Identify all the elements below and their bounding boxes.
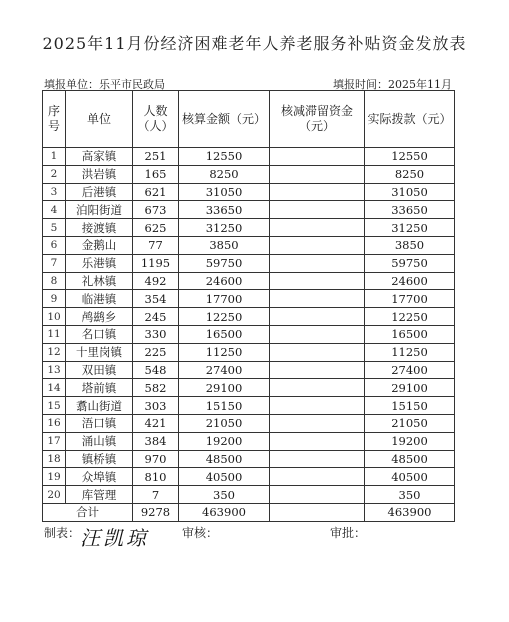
row-deducted [270,486,365,504]
row-actual: 29100 [365,379,455,397]
row-unit: 接渡镇 [66,219,133,237]
row-unit: 乐港镇 [66,254,133,272]
row-approved: 12250 [179,308,270,326]
row-approved: 48500 [179,450,270,468]
row-index: 9 [43,290,66,308]
row-unit: 高家镇 [66,148,133,166]
subsidy-table [42,90,455,522]
row-unit: 金鹅山 [66,236,133,254]
row-people: 970 [133,450,179,468]
table-row [43,165,455,183]
filing-unit: 填报单位：乐平市民政局 [44,78,165,91]
row-people: 1195 [133,254,179,272]
row-actual: 27400 [365,361,455,379]
row-people: 354 [133,290,179,308]
table-row [43,397,455,415]
row-index: 7 [43,254,66,272]
table-body [43,148,455,522]
header-actual: 实际拨款（元） [365,91,455,148]
filing-time: 填报时间：2025年11月 [333,78,452,91]
table-row [43,148,455,166]
table-row [43,414,455,432]
table-row [43,236,455,254]
row-approved: 33650 [179,201,270,219]
row-index: 4 [43,201,66,219]
row-unit: 名口镇 [66,325,133,343]
row-unit: 浯口镇 [66,414,133,432]
page-title: 2025年11月份经济困难老年人养老服务补贴资金发放表 [42,34,467,53]
row-actual: 3850 [365,236,455,254]
row-deducted [270,325,365,343]
row-deducted [270,272,365,290]
total-approved: 463900 [179,503,270,521]
row-unit: 双田镇 [66,361,133,379]
row-actual: 11250 [365,343,455,361]
row-deducted [270,254,365,272]
row-approved: 350 [179,486,270,504]
row-deducted [270,343,365,361]
report-meta [44,76,456,90]
row-people: 251 [133,148,179,166]
header-deducted: 核减滞留资金（元） [270,91,365,148]
row-people: 384 [133,432,179,450]
row-index: 11 [43,325,66,343]
row-approved: 31250 [179,219,270,237]
row-approved: 17700 [179,290,270,308]
row-unit: 镇桥镇 [66,450,133,468]
row-index: 13 [43,361,66,379]
row-actual: 15150 [365,397,455,415]
signature-footer [44,524,464,554]
total-people: 9278 [133,503,179,521]
row-unit: 涌山镇 [66,432,133,450]
header-index: 序号 [43,91,66,148]
row-people: 165 [133,165,179,183]
total-deducted [270,503,365,521]
row-actual: 31250 [365,219,455,237]
row-deducted [270,183,365,201]
table-row [43,290,455,308]
row-unit: 十里岗镇 [66,343,133,361]
row-unit: 库管理 [66,486,133,504]
row-actual: 48500 [365,450,455,468]
row-deducted [270,219,365,237]
row-index: 18 [43,450,66,468]
row-people: 225 [133,343,179,361]
row-approved: 12550 [179,148,270,166]
row-actual: 12250 [365,308,455,326]
row-index: 5 [43,219,66,237]
table-row [43,308,455,326]
row-deducted [270,414,365,432]
row-people: 625 [133,219,179,237]
row-index: 14 [43,379,66,397]
row-index: 12 [43,343,66,361]
row-unit: 临港镇 [66,290,133,308]
header-approved: 核算金额（元） [179,91,270,148]
row-people: 548 [133,361,179,379]
row-approved: 11250 [179,343,270,361]
row-unit: 众埠镇 [66,468,133,486]
row-deducted [270,468,365,486]
row-actual: 21050 [365,414,455,432]
header-people: 人数（人） [133,91,179,148]
table-row [43,468,455,486]
table-row [43,254,455,272]
row-deducted [270,379,365,397]
row-unit: 礼林镇 [66,272,133,290]
row-approved: 19200 [179,432,270,450]
row-approved: 40500 [179,468,270,486]
row-actual: 33650 [365,201,455,219]
row-actual: 24600 [365,272,455,290]
row-approved: 8250 [179,165,270,183]
row-people: 673 [133,201,179,219]
row-people: 303 [133,397,179,415]
row-approved: 59750 [179,254,270,272]
row-deducted [270,236,365,254]
row-actual: 8250 [365,165,455,183]
row-index: 19 [43,468,66,486]
table-row [43,432,455,450]
row-approved: 27400 [179,361,270,379]
row-deducted [270,201,365,219]
table-row [43,325,455,343]
table-row [43,450,455,468]
row-people: 621 [133,183,179,201]
row-approved: 29100 [179,379,270,397]
table-row [43,379,455,397]
row-approved: 21050 [179,414,270,432]
row-people: 245 [133,308,179,326]
row-actual: 17700 [365,290,455,308]
row-people: 330 [133,325,179,343]
approved-by-label: 审批： [330,526,367,540]
row-index: 6 [43,236,66,254]
row-deducted [270,397,365,415]
table-row [43,343,455,361]
row-actual: 16500 [365,325,455,343]
row-deducted [270,432,365,450]
row-deducted [270,165,365,183]
row-index: 17 [43,432,66,450]
row-approved: 16500 [179,325,270,343]
row-index: 16 [43,414,66,432]
row-people: 421 [133,414,179,432]
total-row [43,503,455,521]
table-row [43,272,455,290]
row-deducted [270,450,365,468]
row-actual: 350 [365,486,455,504]
row-unit: 翥山街道 [66,397,133,415]
prepared-by-label: 制表： [44,526,81,540]
row-index: 20 [43,486,66,504]
row-approved: 15150 [179,397,270,415]
row-deducted [270,290,365,308]
row-unit: 泊阳街道 [66,201,133,219]
table-header-row [43,91,455,148]
row-actual: 19200 [365,432,455,450]
row-approved: 31050 [179,183,270,201]
row-deducted [270,148,365,166]
row-actual: 40500 [365,468,455,486]
row-unit: 后港镇 [66,183,133,201]
row-approved: 24600 [179,272,270,290]
row-index: 1 [43,148,66,166]
row-unit: 鸬鹚乡 [66,308,133,326]
row-deducted [270,361,365,379]
table-row [43,486,455,504]
row-index: 10 [43,308,66,326]
prepared-by-signature: 汪凯琼 [80,526,149,550]
reviewed-by-label: 审核： [182,526,219,540]
table-row [43,183,455,201]
row-deducted [270,308,365,326]
row-people: 582 [133,379,179,397]
row-people: 77 [133,236,179,254]
table-row [43,219,455,237]
table-row [43,361,455,379]
row-people: 7 [133,486,179,504]
row-index: 2 [43,165,66,183]
row-index: 8 [43,272,66,290]
total-actual: 463900 [365,503,455,521]
header-unit: 单位 [66,91,133,148]
row-actual: 31050 [365,183,455,201]
row-actual: 59750 [365,254,455,272]
total-label: 合计 [43,503,133,521]
table-row [43,201,455,219]
row-unit: 洪岩镇 [66,165,133,183]
row-actual: 12550 [365,148,455,166]
row-approved: 3850 [179,236,270,254]
row-index: 15 [43,397,66,415]
row-people: 810 [133,468,179,486]
row-unit: 塔前镇 [66,379,133,397]
row-people: 492 [133,272,179,290]
row-index: 3 [43,183,66,201]
